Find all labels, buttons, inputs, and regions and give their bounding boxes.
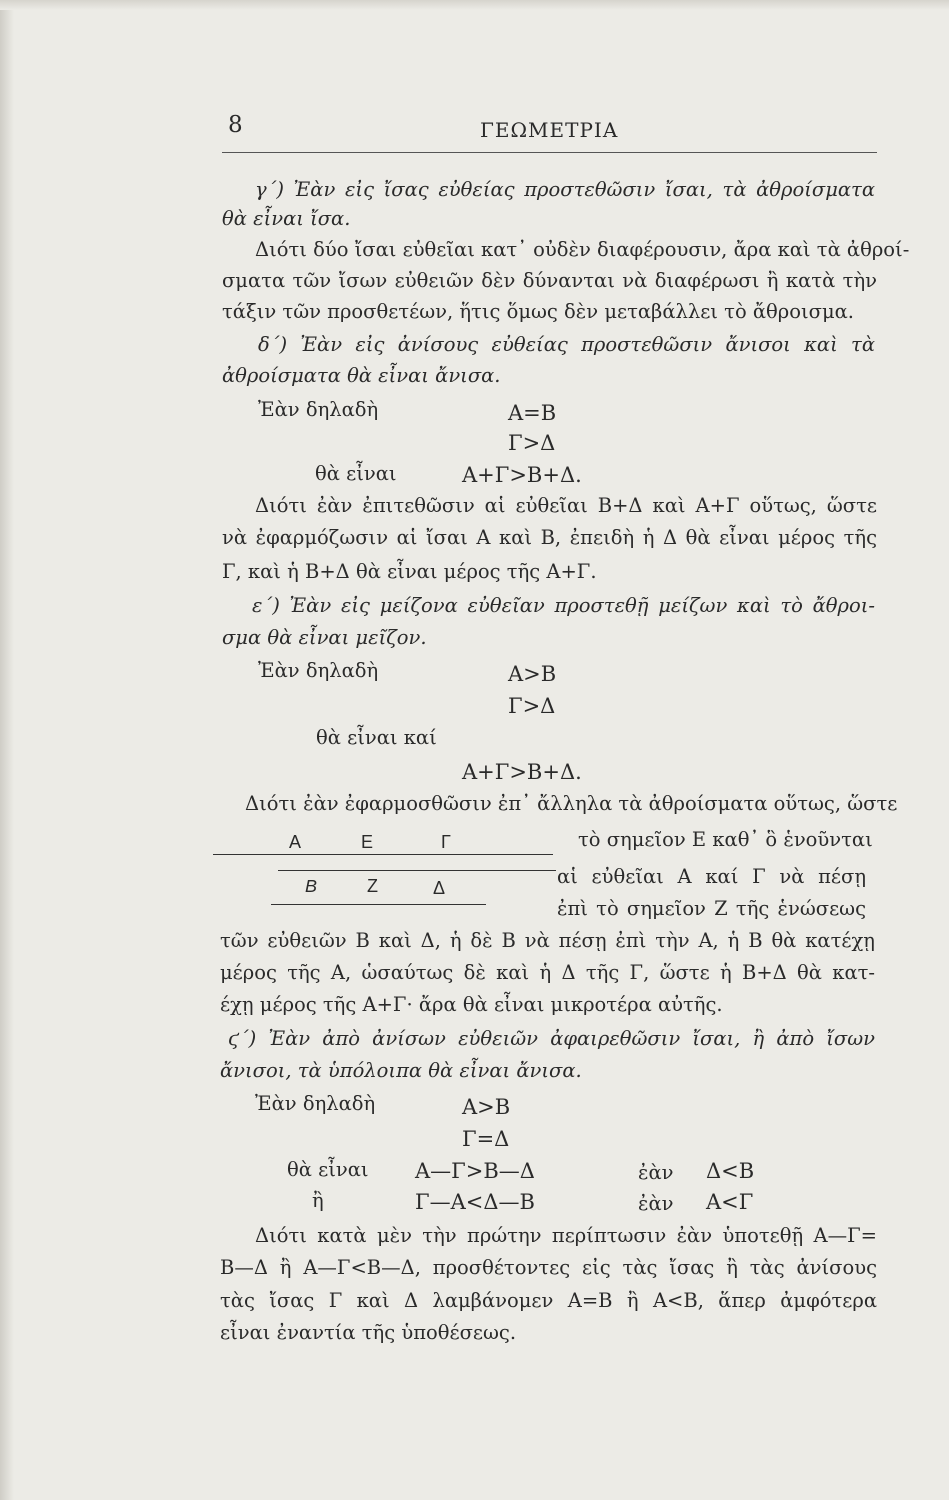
proposition-epsilon-line-1: ε΄) Ἐὰν εἰς μείζονα εὐθεῖαν προστεθῇ μείζων καὶ τὸ ἄθροι- bbox=[252, 594, 875, 617]
formula: Α>Β bbox=[508, 662, 557, 686]
page-edge-top bbox=[0, 0, 949, 10]
text-line: ἢ bbox=[312, 1189, 324, 1212]
formula: Γ—Α<Δ—Β bbox=[415, 1190, 535, 1214]
point-label: Ζ bbox=[367, 876, 378, 896]
proposition-stigma-line-1: ϛ΄) Ἐὰν ἀπὸ ἀνίσων εὐθειῶν ἀφαιρεθῶσιν ἴσαι, ἢ ἀπὸ ἴσων bbox=[228, 1027, 875, 1050]
upper-segment-short bbox=[278, 870, 556, 871]
page-number: 8 bbox=[228, 112, 243, 138]
text-line: τάξιν τῶν προσθετέων, ἥτις ὅμως δὲν μεταβάλλει τὸ ἄθροισμα. bbox=[222, 300, 854, 323]
text-line: θὰ εἶναι καί bbox=[316, 726, 437, 749]
text-line: νὰ ἐφαρμόζωσιν αἱ ἴσαι Α καὶ Β, ἐπειδὴ ἡ Δ θὰ εἶναι μέρος τῆς bbox=[222, 526, 877, 549]
text-line: Ἐὰν δηλαδὴ bbox=[258, 398, 379, 421]
running-title: ΓΕΩΜΕΤΡΙΑ bbox=[480, 118, 619, 142]
text-line: έχῃ μέρος τῆς Α+Γ· ἄρα θὰ εἶναι μικροτέρα αὐτῆς. bbox=[220, 993, 723, 1016]
text-line: Διότι δύο ἴσαι εὐθεῖαι κατ᾽ οὐδὲν διαφέρουσιν, ἄρα καὶ τὰ ἀθροί- bbox=[255, 238, 910, 261]
text-line: ἐὰν bbox=[638, 1192, 674, 1215]
proposition-stigma-line-2: ἄνισοι, τὰ ὑπόλοιπα θὰ εἶναι ἄνισα. bbox=[220, 1059, 582, 1082]
header-rule bbox=[222, 152, 877, 153]
formula: Α>Β bbox=[462, 1095, 511, 1119]
formula: Α=Β bbox=[508, 401, 557, 425]
point-label: Β bbox=[305, 876, 318, 896]
upper-segment bbox=[213, 854, 553, 855]
proposition-gamma-line-2: θὰ εἶναι ἴσα. bbox=[222, 207, 351, 230]
line-segment-figure bbox=[213, 832, 553, 912]
text-line: τὸ σημεῖον Ε καθ᾽ ὃ ἑνοῦνται bbox=[578, 828, 873, 851]
point-label: Ε bbox=[361, 832, 374, 852]
point-label: Γ bbox=[441, 832, 451, 852]
point-label: Δ bbox=[433, 878, 446, 898]
text-line: Γ, καὶ ἡ Β+Δ θὰ εἶναι μέρος τῆς Α+Γ. bbox=[222, 560, 597, 583]
text-line: ἐπὶ τὸ σημεῖον Ζ τῆς ἑνώσεως bbox=[557, 897, 866, 920]
formula: Α+Γ>Β+Δ. bbox=[462, 760, 582, 784]
page-edge bbox=[0, 0, 14, 1500]
text-line: σματα τῶν ἴσων εὐθειῶν δὲν δύνανται νὰ διαφέρωσι ἢ κατὰ τὴν bbox=[222, 269, 877, 292]
text-line: εἶναι ἐναντία τῆς ὑποθέσεως. bbox=[220, 1321, 517, 1344]
text-line: τὰς ἴσας Γ καὶ Δ λαμβάνομεν Α=Β ἢ Α<Β, ἅπερ ἀμφότερα bbox=[220, 1289, 877, 1312]
text-line: Ἐὰν δηλαδὴ bbox=[258, 659, 379, 682]
formula: Α—Γ>Β—Δ bbox=[415, 1159, 535, 1183]
text-line: αἱ εὐθεῖαι Α καί Γ νὰ πέσῃ bbox=[557, 865, 866, 888]
formula: Α+Γ>Β+Δ. bbox=[462, 463, 582, 487]
text-line: Διότι ἐὰν ἐφαρμοσθῶσιν ἐπ᾽ ἄλληλα τὰ ἀθροίσματα οὕτως, ὥστε bbox=[245, 792, 898, 815]
text-line: θὰ εἶναι bbox=[287, 1158, 369, 1181]
formula: Γ>Δ bbox=[508, 694, 556, 718]
text-line: τῶν εὐθειῶν Β καὶ Δ, ἡ δὲ Β νὰ πέσῃ ἐπὶ τὴν Α, ἡ Β θὰ κατέχῃ bbox=[220, 929, 875, 952]
proposition-epsilon-line-2: σμα θὰ εἶναι μεῖζον. bbox=[222, 626, 427, 649]
formula: Γ=Δ bbox=[462, 1127, 510, 1151]
formula: Δ<Β bbox=[706, 1159, 755, 1183]
text-line: θὰ εἶναι bbox=[315, 462, 397, 485]
formula: Α<Γ bbox=[706, 1190, 754, 1214]
text-line: Διότι ἐὰν ἐπιτεθῶσιν αἱ εὐθεῖαι Β+Δ καὶ Α+Γ οὕτως, ὥστε bbox=[255, 494, 877, 517]
lower-segment bbox=[271, 904, 486, 905]
point-label: Α bbox=[289, 832, 302, 852]
text-line: Διότι κατὰ μὲν τὴν πρώτην περίπτωσιν ἐὰν ὑποτεθῇ Α—Γ= bbox=[255, 1224, 877, 1247]
text-line: μέρος τῆς Α, ὡσαύτως δὲ καὶ ἡ Δ τῆς Γ, ὥστε ἡ Β+Δ θὰ κατ- bbox=[220, 961, 875, 984]
proposition-delta-line-2: ἀθροίσματα θὰ εἶναι ἄνισα. bbox=[222, 364, 501, 387]
proposition-gamma-line-1: γ΄) Ἐὰν εἰς ἴσας εὐθείας προστεθῶσιν ἴσαι, τὰ ἀθροίσματα bbox=[255, 178, 875, 201]
text-line: ἐὰν bbox=[638, 1161, 674, 1184]
page-header bbox=[0, 112, 949, 152]
proposition-delta-line-1: δ΄) Ἐὰν εἰς ἀνίσους εὐθείας προστεθῶσιν ἄνισοι καὶ τὰ bbox=[258, 333, 875, 356]
text-line: Ἐὰν δηλαδὴ bbox=[255, 1092, 376, 1115]
text-line: Β—Δ ἢ Α—Γ<Β—Δ, προσθέτοντες εἰς τὰς ἴσας ἢ τὰς ἀνίσους bbox=[220, 1256, 877, 1279]
formula: Γ>Δ bbox=[508, 431, 556, 455]
